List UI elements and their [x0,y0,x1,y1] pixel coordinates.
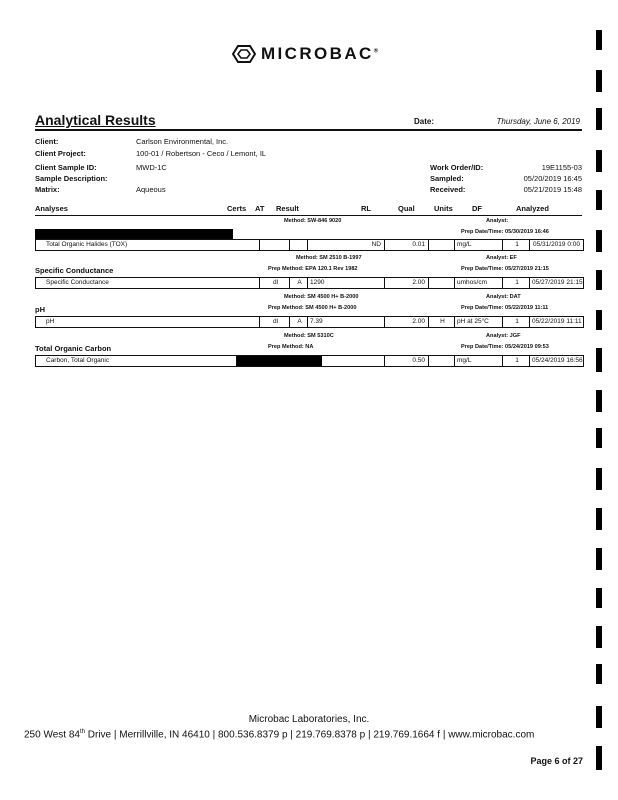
project-value: 100-01 / Robertson - Ceco / Lemont, IL [136,149,267,158]
at-cell: A [289,278,307,288]
scan-edge-mark [596,548,602,570]
toc-section-title: Total Organic Carbon [35,344,112,353]
work-order-value: 19E1155-03 [541,163,582,172]
work-order-label: Work Order/ID: [430,163,484,172]
scan-edge-mark [596,70,602,92]
received-label: Received: [430,185,466,194]
sample-id-label: Client Sample ID: [35,163,97,172]
analyzed-cell: 05/27/2019 21:15 [529,278,583,288]
analyte-name: Specific Conductance [46,279,109,286]
df-cell: 1 [502,317,529,327]
rl-cell: 2.00 [384,278,428,288]
result-cell: 1290 [307,278,384,288]
scan-edge-mark [596,508,602,530]
scan-edge-mark [596,664,602,684]
scan-edge-mark [596,190,602,210]
certs-cell: dl [259,317,289,327]
scan-edge-mark [596,30,602,50]
footer-address: 250 West 84th Drive | Merrillville, IN 46410 | 800.536.8379 p | 219.769.8378 p | 219.769.1664 f | www.microbac.com [24,729,535,741]
table-row [35,277,584,289]
scan-edge-mark [596,150,602,172]
tox-method: Method: SW-846 9020 [284,218,342,224]
qual-cell [428,356,454,366]
units-cell: mg/L [454,356,502,366]
redaction-bar [35,229,233,239]
ph-prep-method: Prep Method: SM 4500 H+ B-2000 [268,305,357,311]
result-cell: 7.39 [307,317,384,327]
page-number: Page 6 of 27 [530,756,583,766]
microbac-logo-icon [232,45,256,63]
scan-edge-mark [596,108,602,130]
analyte-name: Carbon, Total Organic [46,357,110,364]
scan-edge-mark [596,746,602,770]
certs-cell: dl [259,278,289,288]
analyte-name: Total Organic Halides (TOX) [46,241,128,248]
toc-prep: Prep Date/Time: 05/24/2019 09:53 [461,344,549,350]
col-analyzed: Analyzed [516,204,549,213]
table-row [35,239,584,251]
scan-edge-mark [596,428,602,448]
qual-cell [428,278,454,288]
scan-edge-mark [596,468,602,490]
col-qual: Qual [398,204,415,213]
scan-edge-mark [596,626,602,648]
col-rl: RL [361,204,371,213]
scan-edge-mark [596,706,602,728]
rl-cell: 0.50 [384,356,428,366]
certs-cell [259,240,289,250]
client-value: Carlson Environmental, Inc. [136,137,229,146]
sc-method: Method: SM 2510 B-1997 [296,255,362,261]
rl-cell: 0.01 [384,240,428,250]
col-units: Units [434,204,453,213]
sc-analyst: Analyst: EF [486,255,517,261]
ph-prep: Prep Date/Time: 05/22/2019 11:11 [461,305,549,311]
microbac-logo [232,44,378,64]
sc-section-title: Specific Conductance [35,266,114,275]
col-result: Result [276,204,299,213]
client-label: Client: [35,137,59,146]
matrix-label: Matrix: [35,185,60,194]
received-value: 05/21/2019 15:48 [523,185,582,194]
date-value: Thursday, June 6, 2019 [496,117,580,126]
table-row [35,316,584,328]
col-certs: Certs [227,204,247,213]
title-divider [35,129,582,131]
toc-method: Method: SM 5310C [284,333,334,339]
qual-cell: H [428,317,454,327]
rl-cell: 2.00 [384,317,428,327]
units-cell: mg/L [454,240,502,250]
at-cell [289,240,307,250]
table-row [35,355,584,367]
df-cell: 1 [502,240,529,250]
units-cell: pH at 25°C [454,317,502,327]
tox-analyst: Analyst: [486,218,509,224]
date-label: Date: [414,117,435,126]
scan-edge-mark [596,270,602,290]
tox-prep: Prep Date/Time: 05/30/2019 16:46 [461,229,549,235]
analyzed-cell: 05/22/2019 11:11 [529,317,583,327]
scan-edge-mark [596,588,602,608]
scan-edge-mark [596,348,602,372]
analyzed-cell: 05/24/2019 16:56 [529,356,583,366]
matrix-value: Aqueous [136,185,166,194]
scan-edge-mark [596,390,602,412]
toc-prep-method: Prep Method: NA [268,344,314,350]
col-at: AT [255,204,265,213]
analyzed-cell: 05/31/2019 0:00 [529,240,583,250]
footer-company: Microbac Laboratories, Inc. [248,714,370,725]
sampled-value: 05/20/2019 16:45 [523,174,582,183]
df-cell: 1 [502,278,529,288]
result-cell: ND [307,240,384,250]
header-divider [35,215,582,216]
ph-analyst: Analyst: DAT [486,294,521,300]
sample-id-value: MWD-1C [136,163,167,172]
scan-edge-mark [596,310,602,330]
sampled-label: Sampled: [430,174,464,183]
sc-prep-method: Prep Method: EPA 120.1 Rev 1982 [268,266,358,272]
analyte-name: pH [46,318,55,325]
toc-analyst: Analyst: JGF [486,333,521,339]
ph-method: Method: SM 4500 H+ B-2000 [284,294,359,300]
page-title: Analytical Results [35,112,156,128]
redaction-bar [236,356,322,366]
description-label: Sample Description: [35,174,108,183]
ph-section-title: pH [35,305,45,314]
scan-edge-mark [596,230,602,252]
df-cell: 1 [502,356,529,366]
sc-prep: Prep Date/Time: 05/27/2019 21:15 [461,266,549,272]
col-df: DF [472,204,482,213]
brand-name: MICROBAC® [261,44,379,63]
project-label: Client Project: [35,149,86,158]
at-cell: A [289,317,307,327]
units-cell: umhos/cm [454,278,502,288]
qual-cell [428,240,454,250]
col-analyses: Analyses [35,204,68,213]
